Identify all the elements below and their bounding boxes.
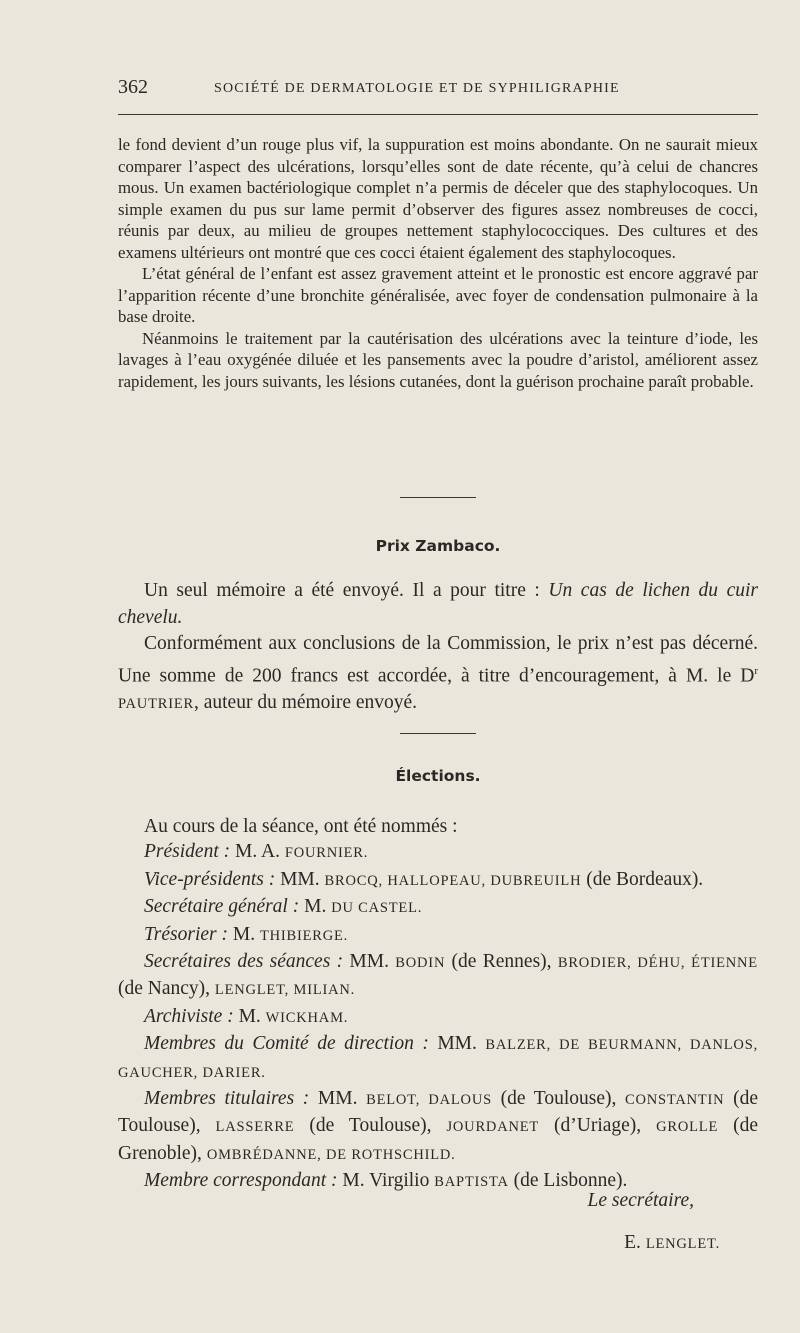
person-name: JOURDANET <box>446 1119 540 1136</box>
person-name: PAUTRIER <box>118 695 194 712</box>
treasurer-line <box>118 922 758 949</box>
election-text: (de Toulouse), <box>294 1115 447 1137</box>
role-label: Secrétaires des séances : <box>144 951 344 973</box>
election-text: (de Nancy), <box>118 978 215 1000</box>
person-name: BALZER, DE BEURMANN, DANLOS, GAUCHER, DARIER. <box>118 1037 758 1081</box>
case-paragraph-2: L’état général de l’enfant est assez gravement atteint et le pronostic est encore aggravé par l’apparition récente d’une bronchite généralisée, avec foyer de condensation pulmonaire à la base droite. <box>118 264 758 326</box>
elections-heading: Élections. <box>395 767 481 785</box>
superscript: r <box>754 664 758 677</box>
election-text: M. <box>227 923 260 945</box>
memoir-title: Un cas de lichen du cuir chevelu. <box>118 580 758 628</box>
titular-members-line <box>118 1086 758 1168</box>
election-text: M. A. <box>230 841 285 863</box>
prix-heading: Prix Zambaco. <box>375 537 501 555</box>
role-label: Vice-présidents : <box>144 868 276 890</box>
election-text: (de Grenoble), <box>118 1115 758 1164</box>
person-name: BRODIER, DÉHU, ÉTIENNE <box>557 955 758 972</box>
person-name: FOURNIER. <box>284 845 369 862</box>
case-report-text <box>118 134 758 392</box>
signature-title: Le secrétaire, <box>587 1190 694 1211</box>
election-text: MM. <box>343 951 396 973</box>
person-name: BODIN <box>395 955 446 972</box>
election-text: MM. <box>309 1088 367 1110</box>
president-line <box>118 839 758 866</box>
prix-section <box>118 578 758 717</box>
election-text: (de Toulouse), <box>118 1088 758 1137</box>
person-name: THIBIERGE. <box>259 927 349 944</box>
person-name: LENGLET, MILIAN. <box>214 982 356 999</box>
person-name: WICKHAM. <box>265 1009 349 1026</box>
signature-name: LENGLET. <box>645 1236 720 1252</box>
person-name: GROLLE <box>656 1119 719 1136</box>
signature-block <box>118 1180 758 1265</box>
election-text: MM. <box>428 1033 486 1055</box>
prix-paragraph-1 <box>118 578 758 631</box>
role-label: Trésorier : <box>144 923 228 945</box>
elections-intro: Au cours de la séance, ont été nommés : <box>144 816 458 837</box>
role-label: Président : <box>144 841 231 863</box>
section-divider <box>400 497 476 498</box>
role-label: Secrétaire général : <box>144 896 300 918</box>
case-paragraph-3: Néanmoins le traitement par la cautérisation des ulcérations avec la teinture d’iode, les lavages à l’eau oxygénée diluée et les pansements avec la poudre d’aristol, améliorent assez rapidement, les jours suivants, les lésions cutanées, dont la guérison prochaine paraît probable. <box>118 328 758 391</box>
role-label: Archiviste : <box>144 1005 234 1027</box>
prix-text: Conformément aux conclusions de la Commission, le prix n’est pas décerné. Une somme de 200 francs est accordée, à titre d’encouragement, à M. le D <box>118 633 758 686</box>
election-text: M. <box>233 1005 266 1027</box>
election-text: (de Bordeaux). <box>581 868 704 890</box>
signature-initial: E. <box>624 1232 646 1253</box>
person-name: LASSERRE <box>215 1119 295 1136</box>
person-name: BELOT, DALOUS <box>366 1092 492 1109</box>
running-title: SOCIÉTÉ DE DERMATOLOGIE ET DE SYPHILIGRAPHIE <box>214 81 620 96</box>
case-paragraph-1: le fond devient d’un rouge plus vif, la suppuration est moins abondante. On ne saurait mieux comparer l’aspect des ulcérations, lorsqu’elles sont de date récente, qu’à celui de chancres mous. Un examen bactériologique complet n’a permis de déceler que des staphylocoques. Un simple examen du pus sur lame permit d’observer des figures assez nombreuses de cocci, réunis par deux, au milieu de groupes nettement staphylococciques. Des cultures et des examens ultérieurs ont montré que ces cocci étaient également des staphylocoques. <box>118 135 758 262</box>
person-name: CONSTANTIN <box>624 1092 725 1109</box>
role-label: Membre correspondant : <box>144 1170 338 1192</box>
election-text: M. <box>299 896 332 918</box>
person-name: DU CASTEL. <box>331 900 423 917</box>
signature-name-line <box>118 1222 758 1265</box>
archivist-line <box>118 1004 758 1031</box>
prix-paragraph-2 <box>118 631 758 717</box>
elections-section <box>118 814 758 1196</box>
person-name: OMBRÉDANNE, DE ROTHSCHILD. <box>206 1146 456 1163</box>
committee-line <box>118 1031 758 1086</box>
secretary-general-line <box>118 894 758 921</box>
session-secretaries-line <box>118 949 758 1004</box>
vice-presidents-line <box>118 867 758 894</box>
election-text: (de Rennes), <box>445 951 558 973</box>
role-label: Membres titulaires : <box>144 1088 310 1110</box>
header-rule <box>118 114 758 115</box>
election-text: M. Virgilio <box>337 1170 435 1192</box>
prix-text: Un seul mémoire a été envoyé. Il a pour titre : <box>144 580 549 601</box>
page-header <box>118 76 758 106</box>
election-text: (de Toulouse), <box>491 1088 625 1110</box>
person-name: BROCQ, HALLOPEAU, DUBREUILH <box>324 872 582 889</box>
prix-text: , auteur du mémoire envoyé. <box>193 691 418 713</box>
role-label: Membres du Comité de direction : <box>144 1033 429 1055</box>
election-text: (d’Uriage), <box>539 1115 657 1137</box>
section-divider <box>400 733 476 734</box>
person-name: BAPTISTA <box>434 1174 509 1191</box>
election-text: (de Lisbonne). <box>508 1170 628 1192</box>
page-number: 362 <box>118 76 148 98</box>
election-text: MM. <box>275 868 325 890</box>
